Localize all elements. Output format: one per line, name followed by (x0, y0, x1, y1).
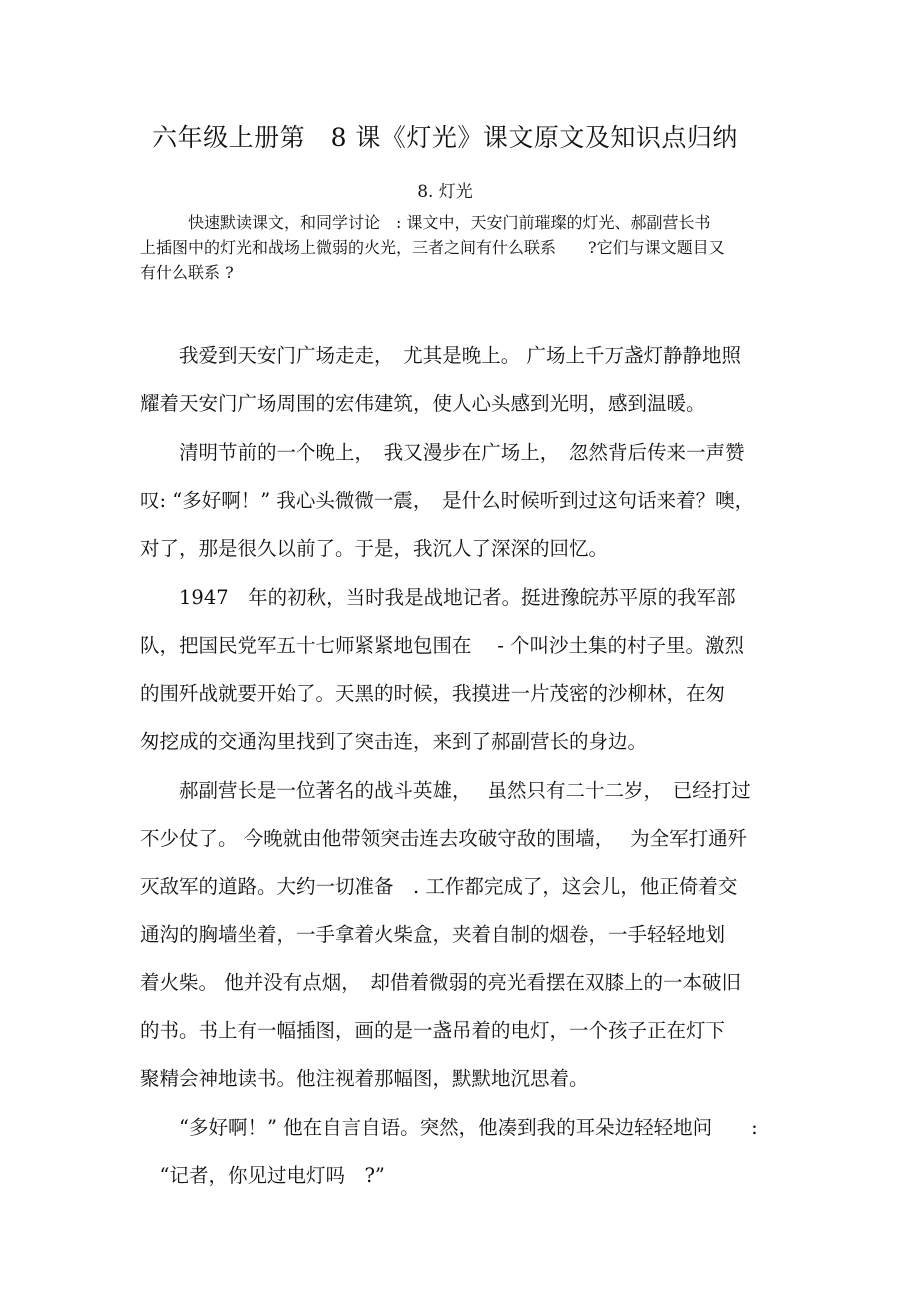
intro-question (140, 210, 790, 285)
text-line: 队，把国民党军五十七师紧紧地包围在 - 个叫沙土集的村子里。激烈 (140, 634, 744, 657)
text-line: 不少仗了。 今晚就由他带领突击连去攻破守敌的围墙， 为全军打通歼 (140, 827, 748, 850)
page-title: 六年级上册第 8 课《灯光》课文原文及知识点归纳 (152, 123, 738, 152)
text-line: 对了，那是很久以前了。于是，我沉人了深深的回忆。 (140, 537, 609, 560)
text-line: “多好啊！” 他在自言自语。突然，他凑到我的耳朵边轻轻地问 : (140, 1116, 758, 1139)
intro-line: 快速默读课文，和同学讨论 : 课文中，天安门前璀璨的灯光、郝副营长书 (140, 213, 711, 232)
text-line: 郝副营长是一位著名的战斗英雄， 虽然只有二十二岁， 已经打过 (140, 779, 751, 802)
paragraph (140, 437, 800, 565)
text-line: 聚精会神地读书。他注视着那幅图，默默地沉思着。 (140, 1067, 589, 1090)
text-line: 我爱到天安门广场走走， 尤其是晚上。 广场上千万盏灯静静地照 (140, 344, 741, 367)
text-line: “记者，你见过电灯吗 ?” (140, 1164, 385, 1187)
lesson-text (140, 340, 800, 1192)
text-line: 的围歼战就要开始了。天黑的时候，我摸进一片茂密的沙柳林，在匆 (140, 682, 726, 705)
paragraph (140, 340, 800, 420)
text-line: 通沟的胸墙坐着，一手拿着火柴盒，夹着自制的烟卷，一手轻轻地划 (140, 923, 726, 946)
text-line: 耀着天安门广场周围的宏伟建筑，使人心头感到光明，感到温暖。 (140, 392, 706, 415)
intro-line: 有什么联系 ? (140, 263, 234, 282)
paragraph (140, 582, 800, 758)
paragraph (140, 1112, 800, 1192)
text-line: 清明节前的一个晚上， 我又漫步在广场上， 忽然背后传来一声赞 (140, 441, 745, 464)
text-line: 灭敌军的道路。大约一切准备 . 工作都完成了，这会儿，他正倚着交 (140, 875, 738, 898)
text-line: 匆挖成的交通沟里找到了突击连，来到了郝副营长的身边。 (140, 730, 648, 753)
lesson-subtitle: 8. 灯光 (417, 182, 473, 202)
text-line: 的书。书上有一幅插图，画的是一盏吊着的电灯，一个孩子正在灯下 (140, 1019, 726, 1042)
text-line: 着火柴。 他并没有点烟， 却借着微弱的亮光看摆在双膝上的一本破旧 (140, 971, 741, 994)
intro-line: 上插图中的灯光和战场上微弱的火光，三者之间有什么联系 ?它们与课文题目又 (140, 238, 725, 257)
text-line: 1947 年的初秋，当时我是战地记者。挺进豫皖苏平原的我军部 (140, 586, 736, 609)
text-line: 叹: “多好啊！” 我心头微微一震， 是什么时候听到过这句话来着？噢， (140, 489, 755, 512)
paragraph (140, 775, 800, 1095)
